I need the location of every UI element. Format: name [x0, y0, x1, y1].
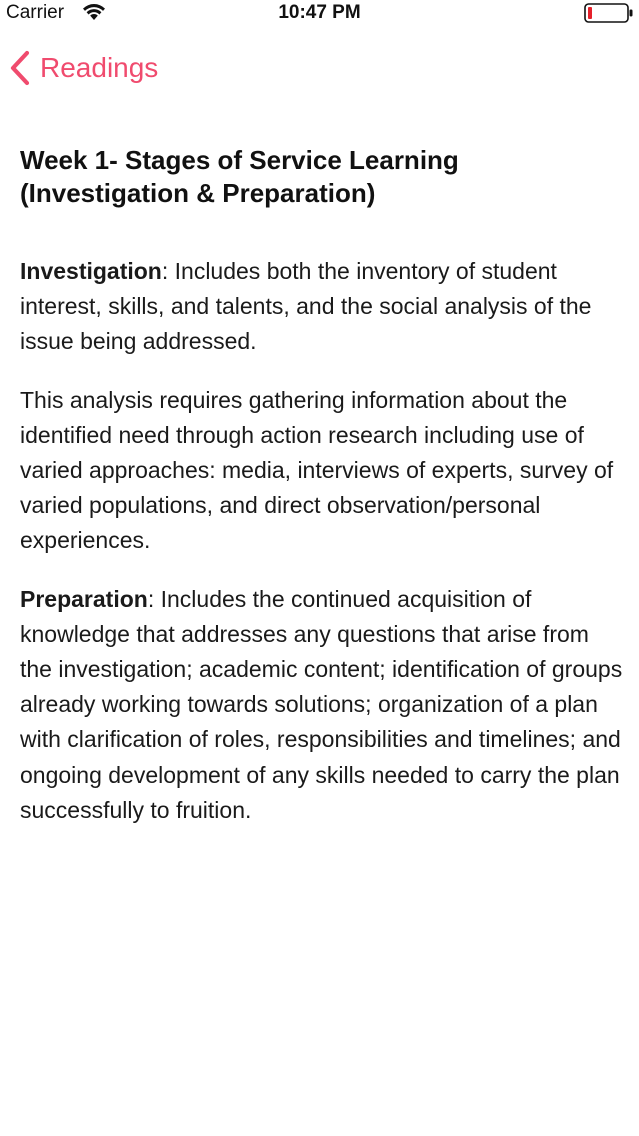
- article-content: [20, 144, 625, 851]
- analysis-paragraph: [20, 383, 625, 559]
- page-title-line-1: Week 1- Stages of Service Learning: [20, 145, 459, 175]
- preparation-text: : Includes the continued acquisition of knowledge that addresses any questions that arise from the investigation; academic content; identification of groups already working towards solutions; organization of a plan with clarification of roles, responsibilities and timelines; and ongoing development of any skills needed to carry the plan successfully to fruition.: [20, 585, 623, 823]
- navigation-bar: [0, 26, 639, 112]
- battery-icon: [584, 3, 634, 23]
- back-button-label: Readings: [40, 52, 159, 83]
- back-button[interactable]: [8, 46, 158, 90]
- carrier-label: Carrier: [6, 2, 65, 23]
- status-bar: [0, 0, 639, 26]
- preparation-term: Preparation: [20, 585, 148, 612]
- page-title-line-2: (Investigation & Preparation): [20, 178, 376, 208]
- investigation-text: : Includes both the inventory of student interest, skills, and talents, and the social analysis of the issue being addressed.: [20, 258, 592, 355]
- analysis-text: This analysis requires gathering information about the identified need through action research including use of varied approaches: media, interviews of experts, survey of varied populations, and direct observation/personal experiences.: [20, 386, 614, 554]
- page-title: [20, 144, 625, 210]
- investigation-paragraph: [20, 254, 625, 360]
- chevron-left-icon: [8, 50, 32, 86]
- investigation-term: Investigation: [20, 258, 162, 284]
- preparation-paragraph: [20, 582, 625, 828]
- status-time: 10:47 PM: [278, 2, 361, 23]
